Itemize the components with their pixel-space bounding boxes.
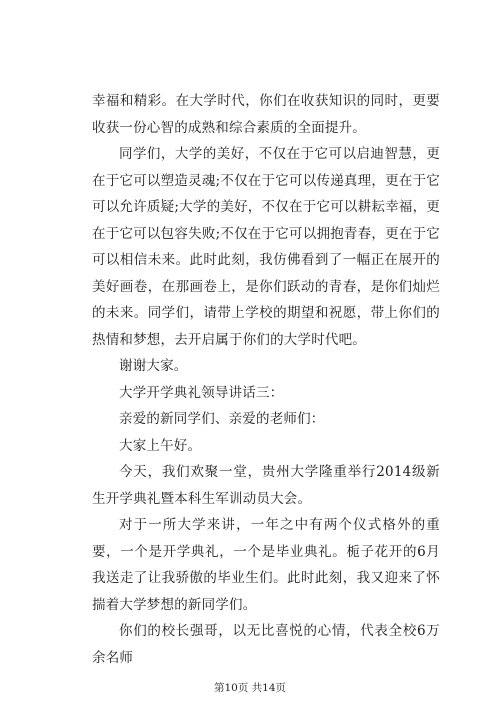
paragraph: 对于一所大学来讲，一年之中有两个仪式格外的重要，一个是开学典礼，一个是毕业典礼。栀子花开的6月我送走了让我骄傲的毕业生们。此时此刻，我又迎来了怀揣着大学梦想的新同学们。 [92,517,440,613]
paragraph: 幸福和精彩。在大学时代，你们在收获知识的同时，更要收获一份心智的成熟和综合素质的全面提升。 [92,93,440,136]
paragraph: 今天，我们欢聚一堂，贵州大学隆重举行2014级新生开学典礼暨本科生军训动员大会。 [92,464,440,507]
paragraph: 你们的校长强哥，以无比喜悦的心情，代表全校6万余名师 [92,623,440,666]
page-number-footer: 第10页 共14页 [213,682,287,694]
section-heading: 大学开学典礼领导讲话三： [119,384,284,401]
paragraph: 同学们，大学的美好，不仅在于它可以启迪智慧，更在于它可以塑造灵魂;不仅在于它可以传递真理，更在于它可以允许质疑;大学的美好，不仅在于它可以耕耘幸福，更在于它可以包容失败;不仅在于它可以拥抱青春，更在于它可以相信未来。此时此刻，我仿佛看到了一幅正在展开的美好画卷，在那画卷上，是你们跃动的青春，是你们灿烂的未来。同学们，请带上学校的期望和祝愿，带上你们的热情和梦想，去开启属于你们的大学时代吧。 [92,146,440,348]
salutation: 亲爱的新同学们、亲爱的老师们： [119,411,325,427]
paragraph: 谢谢大家。 [119,358,188,374]
document-body [92,88,440,671]
greeting: 大家上午好。 [119,437,202,454]
